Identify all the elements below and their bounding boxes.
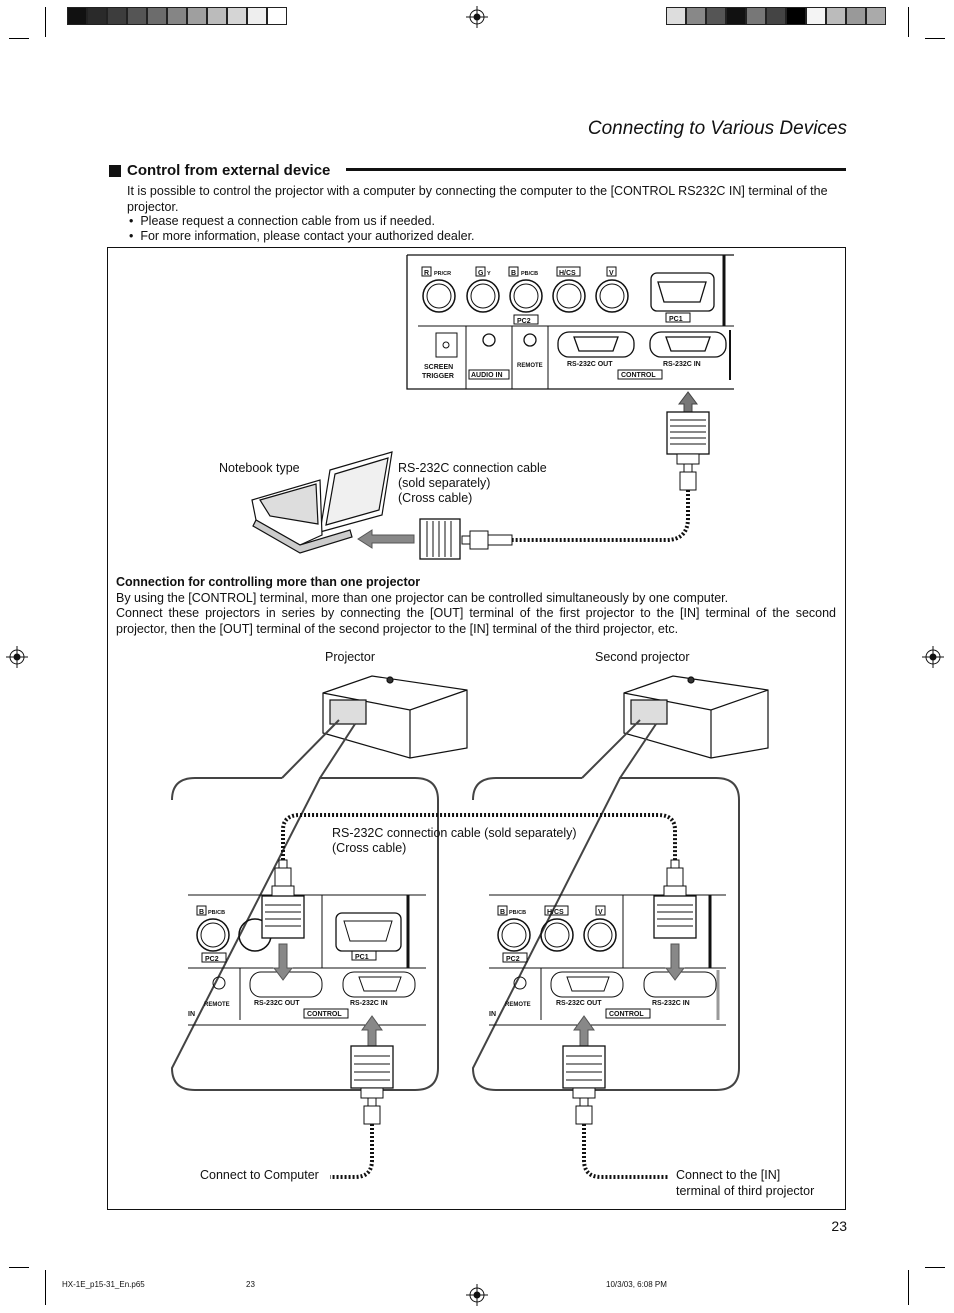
panel-label: IN: [489, 1011, 496, 1018]
panel-label: CONTROL: [621, 372, 656, 379]
multi-projector-text: [116, 575, 836, 637]
cable-line: [512, 490, 688, 540]
connect-third-label: terminal of third projector: [676, 1184, 815, 1198]
page-number: 23: [831, 1218, 847, 1234]
panel-label: B: [500, 909, 506, 916]
panel-label: PC1: [355, 954, 369, 961]
panel-label: PC2: [205, 956, 219, 963]
down-arrow-icon: [666, 944, 684, 980]
panel-label: V: [598, 909, 603, 916]
panel-label: B: [511, 270, 517, 277]
intro-text: It is possible to control the projector with a computer by connecting the computer to the [CONTROL RS232C IN] terminal of the projector.: [127, 184, 828, 214]
cable-label: RS-232C connection cable: [398, 461, 547, 475]
panel-label: PC2: [506, 956, 520, 963]
up-arrow-icon: [362, 1016, 382, 1046]
panel-label: AUDIO IN: [471, 372, 503, 379]
projector-label: Projector: [325, 650, 376, 664]
panel-label: PC2: [517, 318, 531, 325]
footer-date: 10/3/03, 6:08 PM: [606, 1280, 667, 1289]
panel-label: RS-232C OUT: [556, 1000, 602, 1007]
up-arrow-icon: [574, 1016, 594, 1046]
panel-label: H/CS: [547, 909, 564, 916]
d-sub-connector: [667, 412, 709, 454]
multi-line2: Connect these projectors in series by connecting the [OUT] terminal of the first projector to the [IN] terminal of the second projector, then the [OUT] terminal of the second projector to the [IN] terminal of the third projector, etc.: [116, 606, 836, 636]
panel-label: RS-232C OUT: [567, 361, 613, 368]
panel-label: REMOTE: [204, 1002, 230, 1008]
section-title-text: Control from external device: [127, 162, 331, 179]
panel-label: RS-232C IN: [663, 361, 701, 368]
second-projector-image: [624, 676, 768, 758]
panel-label: CONTROL: [609, 1011, 644, 1018]
multi-heading: Connection for controlling more than one projector: [116, 575, 421, 589]
panel-label: IN: [188, 1011, 195, 1018]
notebook-label: Notebook type: [219, 461, 300, 475]
bullet-item: • For more information, please contact your authorized dealer.: [129, 229, 475, 243]
panel-label: H/CS: [559, 270, 576, 277]
bullet-item: • Please request a connection cable from us if needed.: [129, 214, 435, 228]
footer-page: 23: [246, 1280, 255, 1289]
panel-label: CONTROL: [307, 1011, 342, 1018]
left-arrow-icon: [358, 530, 414, 548]
panel-label: R: [424, 270, 430, 277]
page-header-title: Connecting to Various Devices: [587, 118, 847, 139]
rear-panel-first: [188, 895, 426, 1025]
panel-label: B: [199, 909, 205, 916]
panel-label: PB/CB: [509, 910, 527, 916]
panel-label: RS-232C IN: [350, 1000, 388, 1007]
panel-label: PB/CB: [521, 271, 539, 277]
cable-label: (sold separately): [398, 476, 491, 490]
panel-label: TRIGGER: [422, 373, 454, 380]
footer-file: HX-1E_p15-31_En.p65: [62, 1280, 145, 1289]
panel-label: REMOTE: [517, 363, 543, 369]
cable-label: (Cross cable): [398, 491, 473, 505]
panel-label: G: [478, 270, 484, 277]
connect-computer-label: Connect to Computer: [200, 1168, 319, 1182]
panel-label: RS-232C IN: [652, 1000, 690, 1007]
panel-label: SCREEN: [424, 364, 454, 371]
panel-label: REMOTE: [505, 1002, 531, 1008]
second-projector-label: Second projector: [595, 650, 690, 664]
panel-label: PC1: [669, 316, 683, 323]
panel-label: RS-232C OUT: [254, 1000, 300, 1007]
projector-image: [323, 676, 467, 758]
panel-label: V: [609, 270, 614, 277]
down-arrow-icon: [274, 944, 292, 980]
panel-label: Y: [487, 271, 491, 277]
multi-line1: By using the [CONTROL] terminal, more than one projector can be controlled simultaneously by one computer.: [116, 590, 729, 605]
chain-cable-label: RS-232C connection cable (sold separately): [332, 826, 577, 840]
connect-third-label: Connect to the [IN]: [676, 1168, 781, 1182]
chain-cable-label: (Cross cable): [332, 841, 407, 855]
panel-label: PR/CR: [434, 271, 452, 277]
panel-label: PB/CB: [208, 910, 226, 916]
rear-panel-top: [407, 255, 734, 389]
